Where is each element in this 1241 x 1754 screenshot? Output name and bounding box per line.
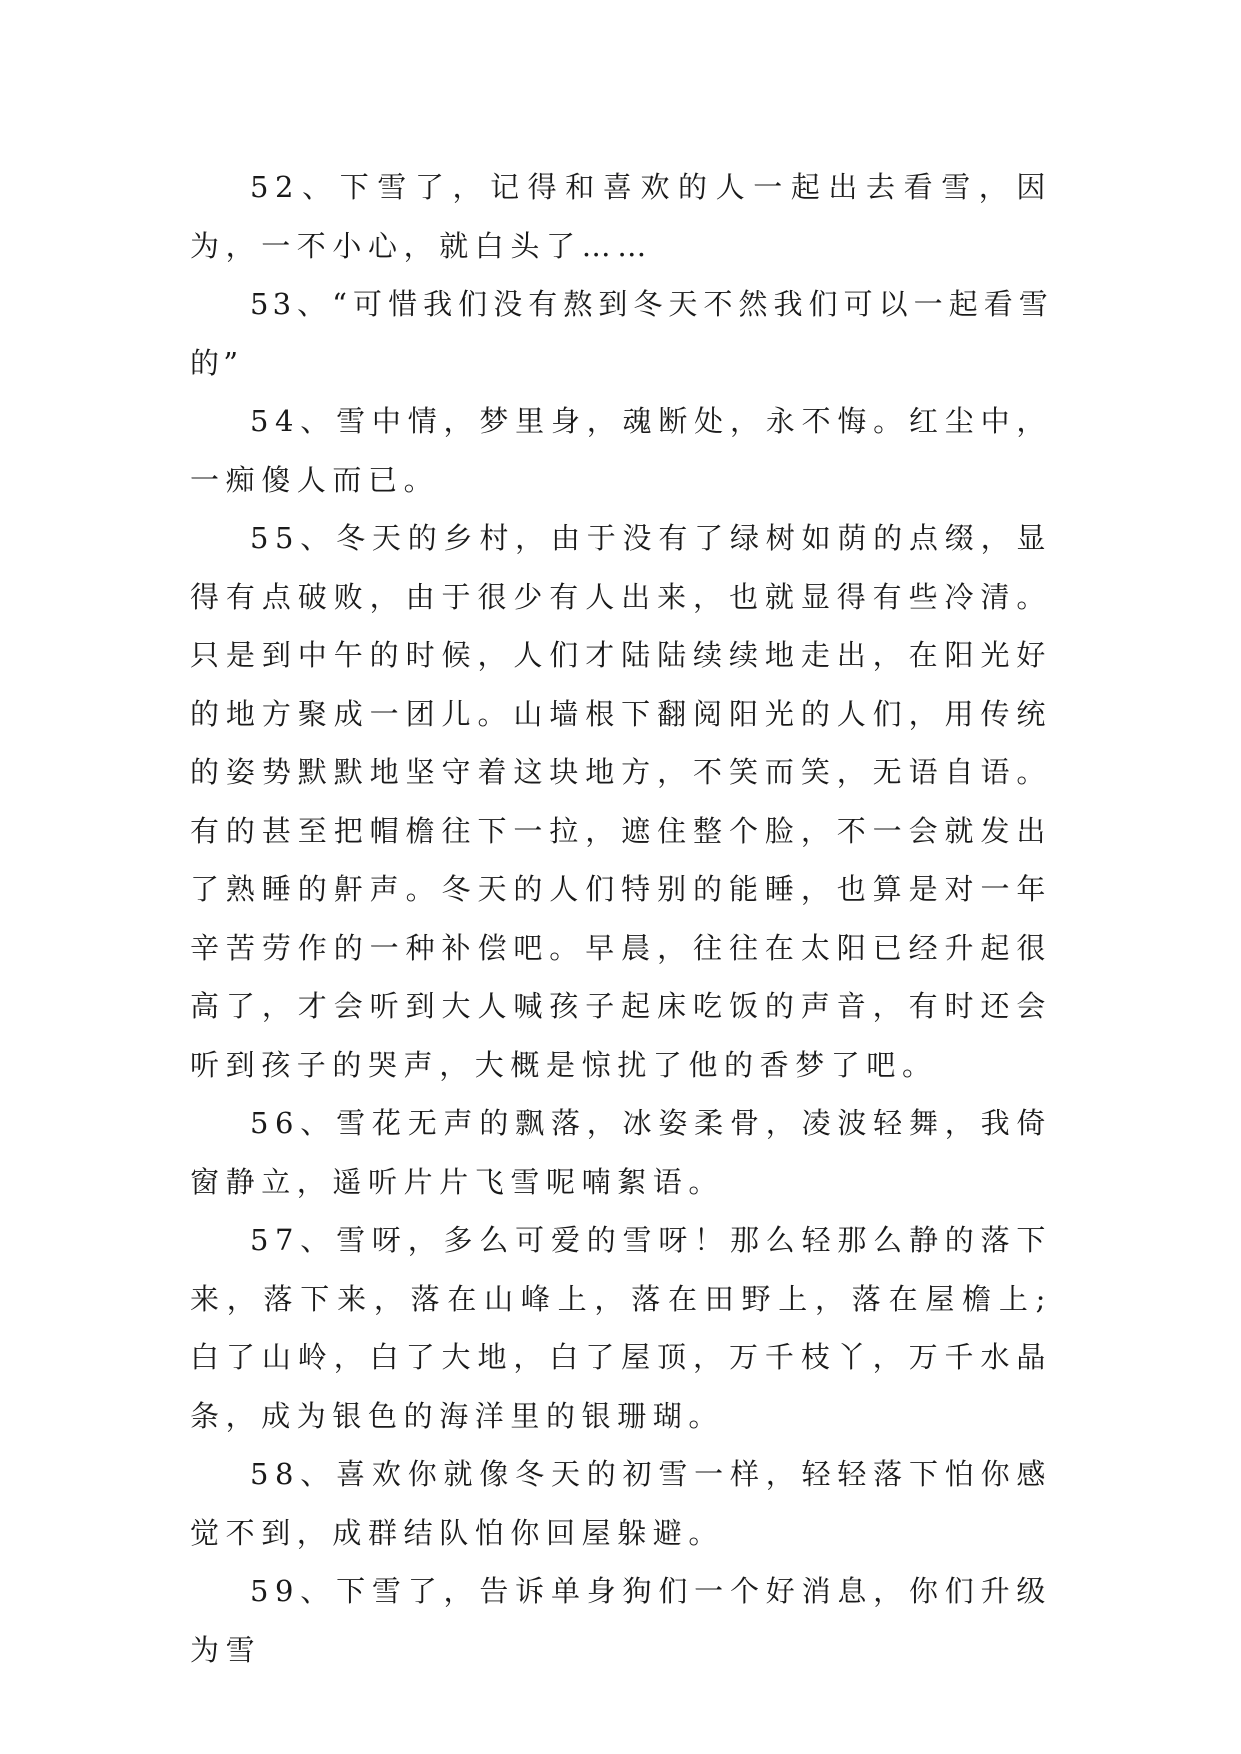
paragraph-55: 55、冬天的乡村，由于没有了绿树如荫的点缀，显得有点破败，由于很少有人出来，也就显得有些冷清。只是到中午的时候，人们才陆陆续续地走出，在阳光好的地方聚成一团儿。山墙根下翻阅阳光的人们，用传统的姿势默默地坚守着这块地方，不笑而笑，无语自语。有的甚至把帽檐往下一拉，遮住整个脸，不一会就发出了熟睡的鼾声。冬天的人们特别的能睡，也算是对一年辛苦劳作的一种补偿吧。早晨，往往在太阳已经升起很高了，才会听到大人喊孩子起床吃饭的声音，有时还会听到孩子的哭声，大概是惊扰了他的香梦了吧。 [190, 521, 1052, 1082]
paragraph-57: 57、雪呀，多么可爱的雪呀！那么轻那么静的落下来，落下来，落在山峰上，落在田野上，落在屋檐上;白了山岭，白了大地，白了屋顶，万千枝丫，万千水晶条，成为银色的海洋里的银珊瑚。 [190, 1223, 1052, 1433]
paragraph-59: 59、下雪了，告诉单身狗们一个好消息，你们升级为雪 [190, 1574, 1052, 1667]
paragraph-54: 54、雪中情，梦里身，魂断处，永不悔。红尘中，一痴傻人而已。 [190, 404, 1052, 497]
paragraph-58: 58、喜欢你就像冬天的初雪一样，轻轻落下怕你感觉不到，成群结队怕你回屋躲避。 [190, 1457, 1052, 1550]
paragraph-52: 52、下雪了，记得和喜欢的人一起出去看雪，因为，一不小心，就白头了…… [190, 170, 1052, 263]
paragraph-56: 56、雪花无声的飘落，冰姿柔骨，凌波轻舞，我倚窗静立，遥听片片飞雪呢喃絮语。 [190, 1106, 1052, 1199]
paragraph-53: 53、“可惜我们没有熬到冬天不然我们可以一起看雪的” [190, 287, 1052, 380]
document-body [190, 158, 1052, 1679]
